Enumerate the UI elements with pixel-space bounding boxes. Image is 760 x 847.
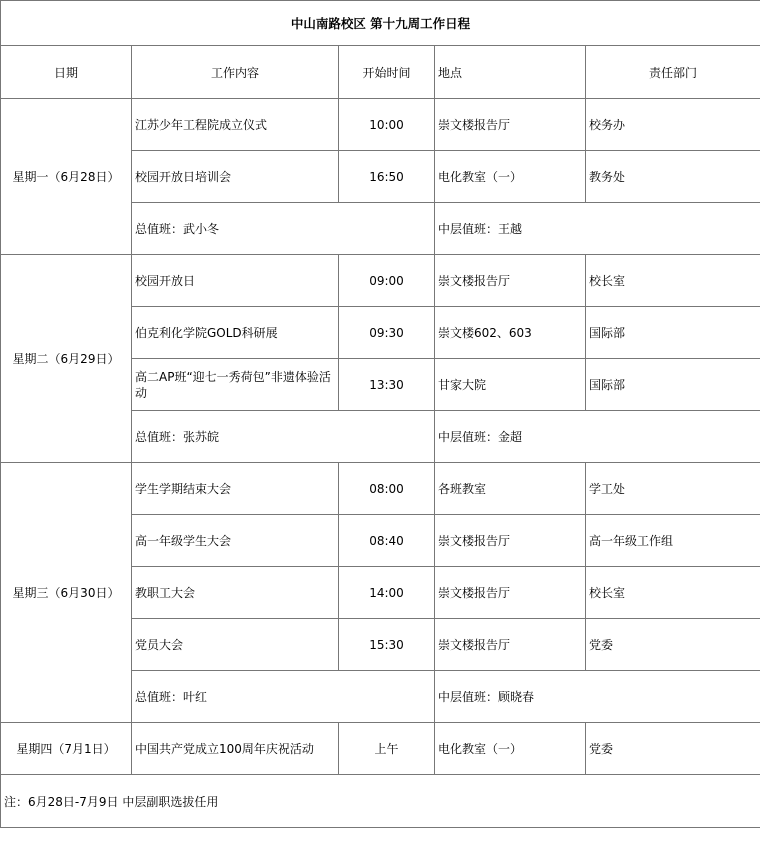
table-row <box>1 463 760 515</box>
event-dept: 校务办 <box>586 99 760 151</box>
event-content: 伯克利化学院GOLD科研展 <box>132 307 339 359</box>
event-dept: 党委 <box>586 619 760 671</box>
header-content: 工作内容 <box>132 46 339 99</box>
event-dept: 国际部 <box>586 307 760 359</box>
event-content: 教职工大会 <box>132 567 339 619</box>
duty-general: 总值班：叶红 <box>132 671 435 723</box>
day-label: 星期三（6月30日） <box>1 463 132 723</box>
event-dept: 高一年级工作组 <box>586 515 760 567</box>
event-dept: 教务处 <box>586 151 760 203</box>
header-location: 地点 <box>435 46 586 99</box>
day-label: 星期二（6月29日） <box>1 255 132 463</box>
event-content: 江苏少年工程院成立仪式 <box>132 99 339 151</box>
header-dept: 责任部门 <box>586 46 760 99</box>
event-dept: 党委 <box>586 723 760 775</box>
footnote: 注：6月28日-7月9日 中层副职选拔任用 <box>1 775 760 828</box>
event-time: 14:00 <box>339 567 435 619</box>
event-content: 高一年级学生大会 <box>132 515 339 567</box>
event-location: 电化教室（一） <box>435 723 586 775</box>
event-location: 崇文楼报告厅 <box>435 255 586 307</box>
event-location: 各班教室 <box>435 463 586 515</box>
day-label: 星期一（6月28日） <box>1 99 132 255</box>
event-dept: 校长室 <box>586 255 760 307</box>
duty-middle: 中层值班：王越 <box>435 203 760 255</box>
event-content: 校园开放日 <box>132 255 339 307</box>
event-content: 学生学期结束大会 <box>132 463 339 515</box>
event-location: 崇文楼报告厅 <box>435 567 586 619</box>
event-time: 08:40 <box>339 515 435 567</box>
event-location: 崇文楼602、603 <box>435 307 586 359</box>
day-label: 星期四（7月1日） <box>1 723 132 775</box>
event-location: 甘家大院 <box>435 359 586 411</box>
page-title: 中山南路校区 第十九周工作日程 <box>1 1 760 46</box>
table-row <box>1 723 760 775</box>
table-row <box>1 99 760 151</box>
event-time: 09:30 <box>339 307 435 359</box>
header-time: 开始时间 <box>339 46 435 99</box>
event-content: 中国共产党成立100周年庆祝活动 <box>132 723 339 775</box>
event-time: 16:50 <box>339 151 435 203</box>
event-time: 13:30 <box>339 359 435 411</box>
event-dept: 学工处 <box>586 463 760 515</box>
event-dept: 国际部 <box>586 359 760 411</box>
event-time: 08:00 <box>339 463 435 515</box>
event-time: 09:00 <box>339 255 435 307</box>
event-content: 校园开放日培训会 <box>132 151 339 203</box>
header-date: 日期 <box>1 46 132 99</box>
event-location: 崇文楼报告厅 <box>435 619 586 671</box>
event-time: 10:00 <box>339 99 435 151</box>
duty-general: 总值班：张苏皖 <box>132 411 435 463</box>
event-content: 高二AP班“迎七一秀荷包”非遗体验活动 <box>132 359 339 411</box>
event-location: 电化教室（一） <box>435 151 586 203</box>
event-content: 党员大会 <box>132 619 339 671</box>
event-dept: 校长室 <box>586 567 760 619</box>
event-location: 崇文楼报告厅 <box>435 515 586 567</box>
duty-general: 总值班：武小冬 <box>132 203 435 255</box>
duty-middle: 中层值班：金超 <box>435 411 760 463</box>
table-row <box>1 255 760 307</box>
event-time: 15:30 <box>339 619 435 671</box>
event-location: 崇文楼报告厅 <box>435 99 586 151</box>
event-time: 上午 <box>339 723 435 775</box>
duty-middle: 中层值班：顾晓春 <box>435 671 760 723</box>
